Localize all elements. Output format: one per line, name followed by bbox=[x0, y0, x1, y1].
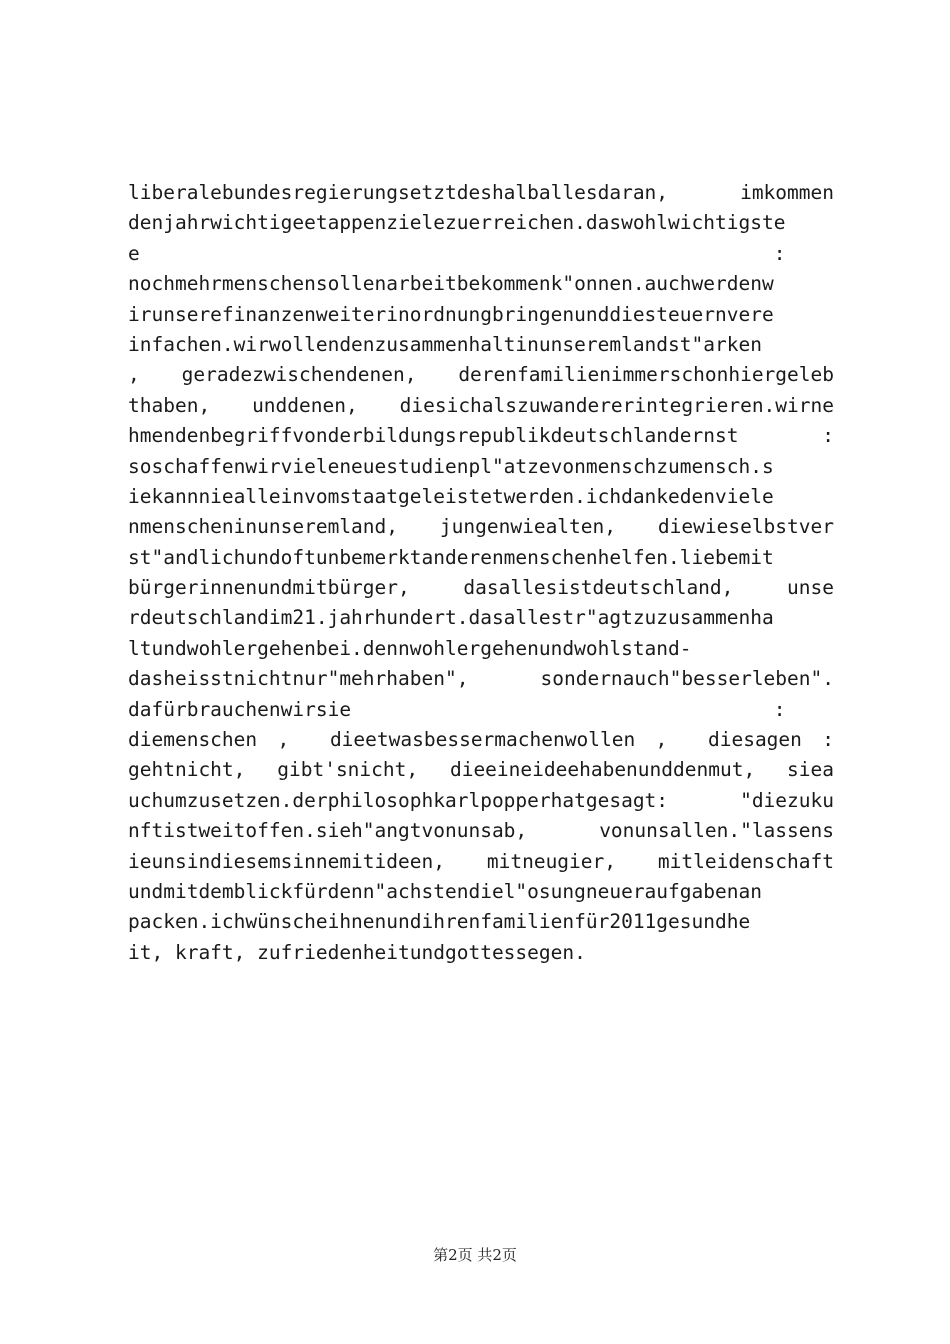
text-line: ltundwohlergehenbei.dennwohlergehenundwohlstand- bbox=[128, 636, 692, 660]
text-line: uchumzusetzen.derphilosophkarlpopperhatgesagt: "diezuku bbox=[128, 788, 834, 812]
text-line: liberalebundesregierungsetztdeshalballesdaran, imkommen bbox=[128, 181, 834, 204]
text-line: gehtnicht, gibt'snicht, dieeineideehabenunddenmut, siea bbox=[128, 758, 834, 782]
text-line: thaben, unddenen, diesichalszuwandererintegrieren.wirne bbox=[128, 393, 834, 417]
text-line: iekannniealleinvomstaatgeleistetwerden.ichdankedenviele bbox=[128, 484, 774, 508]
text-line: ieunsindiesemsinnemitideen, mitneugier, mitleidenschaft bbox=[128, 849, 834, 873]
text-line: packen.ichwünscheihnenundihrenfamilienfür2011gesundhe bbox=[128, 910, 751, 934]
text-line: nftistweitoffen.sieh"angtvonunsab, vonunsallen."lassens bbox=[128, 819, 834, 843]
text-line: nochmehrmenschensollenarbeitbekommenk"onnen.auchwerdenw bbox=[128, 272, 774, 296]
text-line: diemenschen , dieetwasbessermachenwollen , diesagen : bbox=[128, 728, 834, 752]
page-footer bbox=[0, 1244, 950, 1265]
text-line: dafürbrauchenwirsie : bbox=[128, 697, 786, 721]
text-line: hmendenbegriffvonderbildungsrepublikdeutschlandernst : bbox=[128, 424, 834, 448]
text-line: undmitdemblickfürdenn"achstendiel"osungneueraufgabenan bbox=[128, 879, 762, 903]
text-line: rdeutschlandim21.jahrhundert.dasallestr"agtzuzusammenha bbox=[128, 606, 774, 630]
page-number-label: 第2页 共2页 bbox=[433, 1246, 517, 1264]
text-line: it, kraft, zufriedenheitundgottessegen. bbox=[128, 940, 586, 964]
text-line: e : bbox=[128, 241, 786, 265]
text-line: st"andlichundoftunbemerktanderenmenschenhelfen.liebemit bbox=[128, 545, 774, 569]
text-line: , geradezwischendenen, derenfamilienimmerschonhiergeleb bbox=[128, 363, 834, 387]
body-text bbox=[128, 178, 834, 968]
text-line: infachen.wirwollendenzusammenhaltinunseremlandst"arken bbox=[128, 332, 762, 356]
text-line: nmenscheninunseremland, jungenwiealten, diewieselbstver bbox=[128, 515, 834, 539]
text-line: soschaffenwirvieleneuestudienpl"atzevonmenschzumensch.s bbox=[128, 454, 774, 478]
text-line: irunserefinanzenweiterinordnungbringenunddiesteuernvere bbox=[128, 302, 774, 326]
text-line: bürgerinnenundmitbürger, dasallesistdeutschland, unse bbox=[128, 576, 834, 600]
text-line: denjahrwichtigeetappenzielezuerreichen.daswohlwichtigste bbox=[128, 211, 786, 235]
text-line: dasheisstnichtnur"mehrhaben", sondernauch"besserleben". bbox=[128, 667, 834, 691]
